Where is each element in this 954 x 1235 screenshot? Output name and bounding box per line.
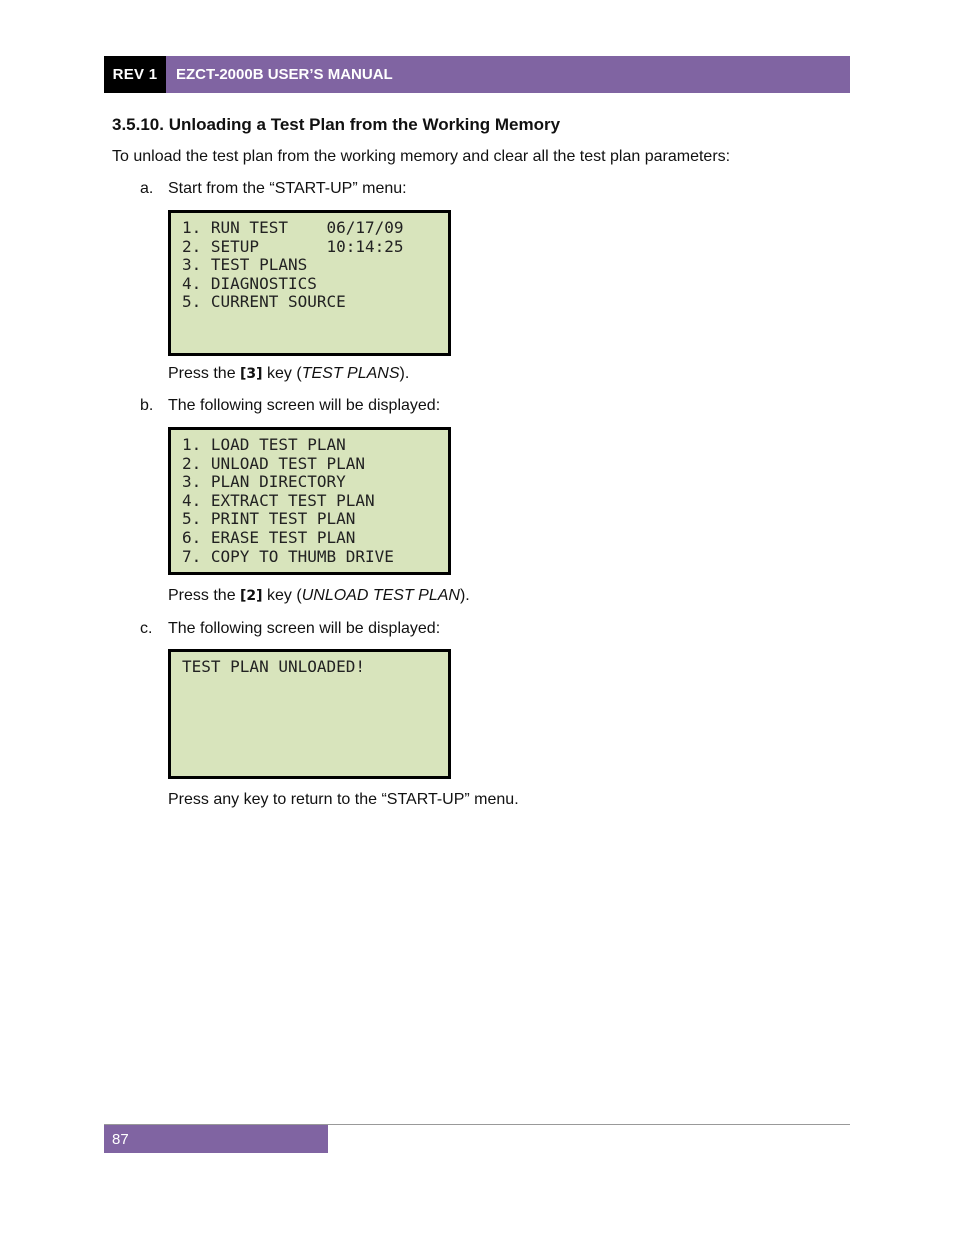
- lcd-line: [171, 751, 448, 770]
- lcd-line: 5. CURRENT SOURCE: [182, 292, 346, 312]
- lcd-line: 1. LOAD TEST PLAN: [182, 435, 346, 454]
- lcd-line: 3. TEST PLANS: [182, 255, 308, 275]
- lcd-screen-test-plans: [168, 427, 451, 575]
- lcd-line: 4. DIAGNOSTICS: [182, 273, 317, 293]
- instruction-suffix: ).: [399, 365, 410, 382]
- lcd-line: 4. EXTRACT TEST PLAN: [182, 490, 375, 510]
- step-text: The following screen will be displayed:: [168, 620, 441, 637]
- lcd-line: 6. ERASE TEST PLAN: [182, 527, 356, 547]
- lcd-line: [171, 312, 448, 331]
- step-letter: a.: [140, 180, 154, 197]
- instruction-press-2: [168, 586, 470, 606]
- step-letter: b.: [140, 397, 154, 414]
- step-text: Start from the “START-UP” menu:: [168, 180, 407, 197]
- lcd-line: 2. UNLOAD TEST PLAN: [182, 453, 366, 473]
- section-heading: 3.5.10. Unloading a Test Plan from the Working Memory: [112, 115, 561, 134]
- lcd-line: TEST PLAN UNLOADED!: [182, 657, 366, 676]
- lcd-line: 3. PLAN DIRECTORY: [182, 472, 346, 492]
- manual-title: EZCT-2000B USER’S MANUAL: [166, 56, 850, 93]
- step-text: The following screen will be displayed:: [168, 397, 441, 414]
- instruction-prefix: Press the: [168, 365, 241, 382]
- instruction-return: Press any key to return to the “START-UP” menu.: [168, 791, 519, 808]
- step-letter: c.: [140, 620, 153, 637]
- lcd-line: [171, 677, 448, 696]
- intro-paragraph: To unload the test plan from the working memory and clear all the test plan parameters:: [112, 148, 731, 165]
- lcd-line: 1. RUN TEST 06/17/09: [182, 218, 404, 237]
- key-label: [2]: [240, 588, 263, 604]
- instruction-suffix: ).: [459, 587, 470, 604]
- instruction-italic: TEST PLANS: [301, 365, 400, 382]
- page-number: 87: [104, 1125, 328, 1153]
- instruction-prefix: Press the: [168, 587, 241, 604]
- lcd-line: [171, 695, 448, 714]
- key-label: [3]: [240, 366, 263, 382]
- instruction-italic: UNLOAD TEST PLAN: [301, 587, 460, 604]
- page-header: [104, 56, 850, 93]
- lcd-screen-startup: [168, 210, 451, 356]
- lcd-line: [171, 732, 448, 751]
- instruction-middle: key (: [262, 365, 302, 382]
- revision-label: REV 1: [104, 56, 166, 93]
- lcd-line: 7. COPY TO THUMB DRIVE: [182, 546, 394, 566]
- lcd-line: 2. SETUP 10:14:25: [182, 236, 404, 256]
- lcd-line: [171, 714, 448, 733]
- lcd-line: 5. PRINT TEST PLAN: [182, 509, 356, 529]
- lcd-line: [171, 331, 448, 350]
- lcd-screen-unloaded: [168, 649, 451, 779]
- instruction-press-3: [168, 364, 409, 384]
- instruction-middle: key (: [262, 587, 302, 604]
